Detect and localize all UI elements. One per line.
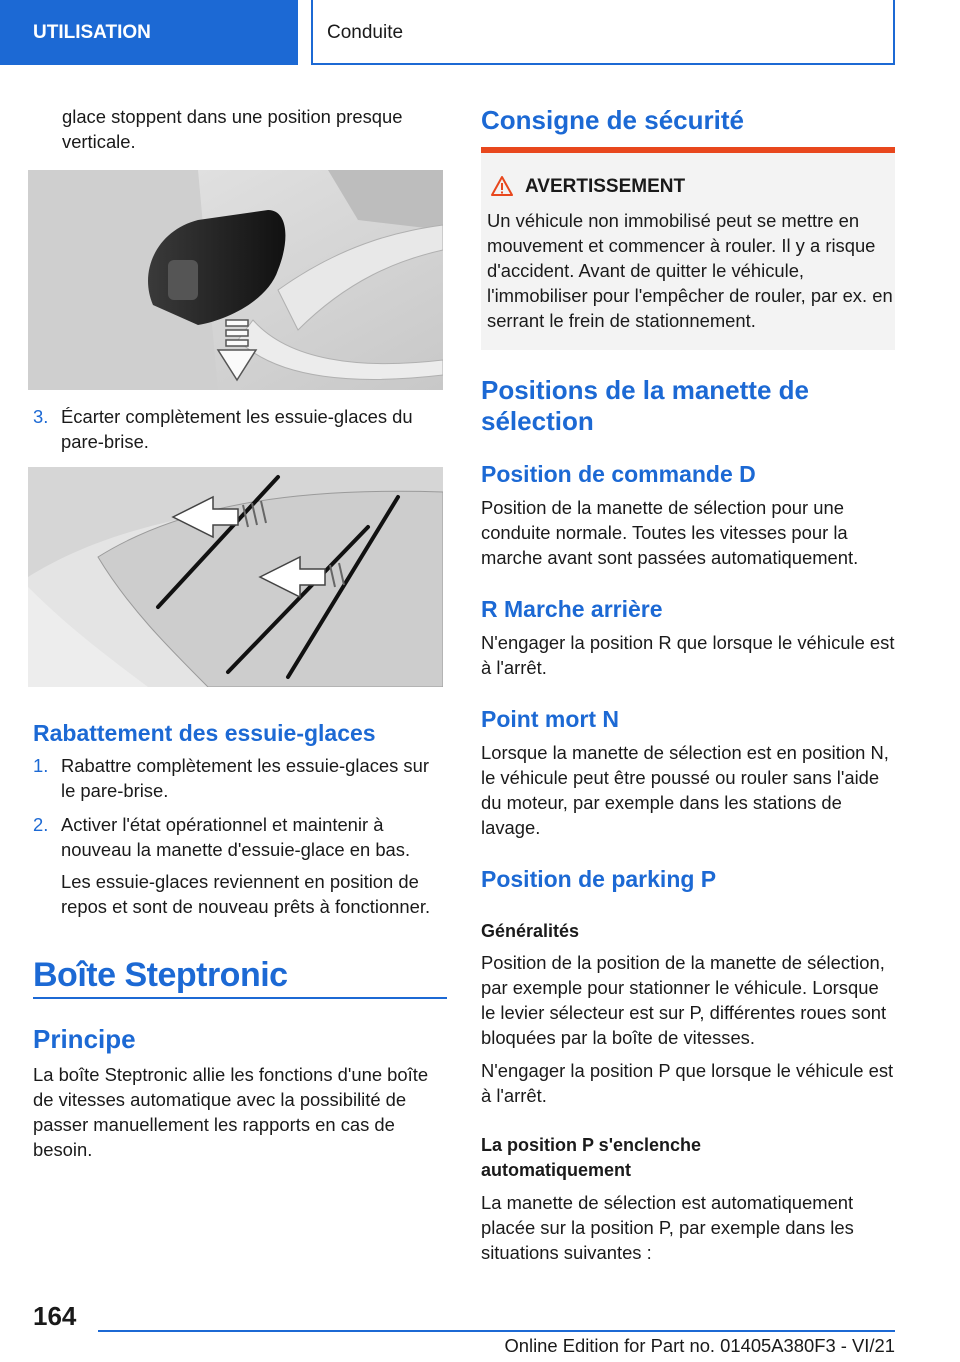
auto-p-heading: La position P s'enclenche automatiquement (481, 1135, 702, 1180)
principle-text: La boîte Steptronic allie les fonctions d'une boîte de vitesses automatique avec la possibilité de passer manuellement les rapports en cas de besoin. (33, 1064, 429, 1160)
general-text: Position de la position de la manette de sélection, par exemple pour stationner le véhicule. Lorsque le levier sélecteur est sur P, différentes roues sont bloquées par la boîte de vitesses. (481, 952, 887, 1048)
step-3 (33, 404, 447, 456)
principle-heading: Principe (33, 1024, 136, 1054)
fold-step-2-number: 2. (33, 814, 49, 835)
chapter-title: Boîte Steptronic (33, 956, 288, 994)
header-section-label: Conduite (311, 0, 895, 65)
pos-n-text: Lorsque la manette de sélection est en position N, le véhicule peut être poussé ou rouler sans l'aide du moteur, par exemple dans les stations de lavage. (481, 742, 889, 838)
step-3-text: Écarter complètement les essuie-glaces du pare-brise. (61, 406, 413, 452)
fold-note: Les essuie-glaces reviennent en position de repos et sont de nouveau prêts à fonctionner. (61, 871, 431, 917)
chapter-title-rule (33, 997, 447, 999)
pos-r-text: N'engager la position R que lorsque le véhicule est à l'arrêt. (481, 632, 895, 678)
header-chapter-tab: UTILISATION (0, 0, 298, 65)
step-3-number: 3. (33, 406, 49, 427)
general-heading: Généralités (481, 921, 580, 941)
footer-rule (98, 1330, 895, 1332)
safety-heading: Consigne de sécurité (481, 105, 744, 135)
warning-triangle-icon (491, 175, 513, 197)
pos-d-text: Position de la manette de sélection pour une conduite normale. Toutes les vitesses pour la marche avant sont passées automatiquement. (481, 497, 859, 568)
auto-p-text: La manette de sélection est automatiquement placée sur la position P, par exemple dans les situations suivantes : (481, 1192, 854, 1263)
fold-step-1-text: Rabattre complètement les essuie-glaces sur le pare-brise. (61, 755, 429, 801)
fold-heading: Rabattement des essuie-glaces (33, 720, 376, 746)
windscreen-wipers-drawing (28, 467, 443, 687)
pos-n-heading: Point mort N (481, 706, 619, 732)
wiper-lever-drawing (28, 170, 443, 390)
warning-title: AVERTISSEMENT (525, 176, 686, 197)
warning-text: Un véhicule non immobilisé peut se mettre en mouvement et commencer à rouler. Il y a risque d'accident. Avant de quitter le véhicule, l'immobiliser pour l'empêcher de rouler, par ex. en serrant le frein de stationnement. (487, 210, 893, 331)
positions-heading: Positions de la manette de sélection (481, 375, 809, 436)
page-number: 164 (33, 1301, 77, 1331)
intro-text: glace stoppent dans une position presque verticale. (62, 106, 403, 152)
footer-edition: Online Edition for Part no. 01405A380F3 - VI/21 (504, 1335, 895, 1356)
fold-step-1-number: 1. (33, 755, 49, 776)
general-text-2: N'engager la position P que lorsque le véhicule est à l'arrêt. (481, 1060, 894, 1106)
warning-box (481, 147, 895, 350)
wiper-lever-illustration (28, 170, 443, 390)
pos-p-heading: Position de parking P (481, 866, 717, 892)
windscreen-wipers-illustration (28, 467, 443, 687)
fold-step-2 (33, 812, 447, 864)
pos-d-heading: Position de commande D (481, 461, 756, 487)
fold-step-2-text: Activer l'état opérationnel et maintenir à nouveau la manette d'essuie-glace en bas. (61, 814, 411, 860)
fold-step-1 (33, 753, 447, 805)
pos-r-heading: R Marche arrière (481, 596, 663, 622)
